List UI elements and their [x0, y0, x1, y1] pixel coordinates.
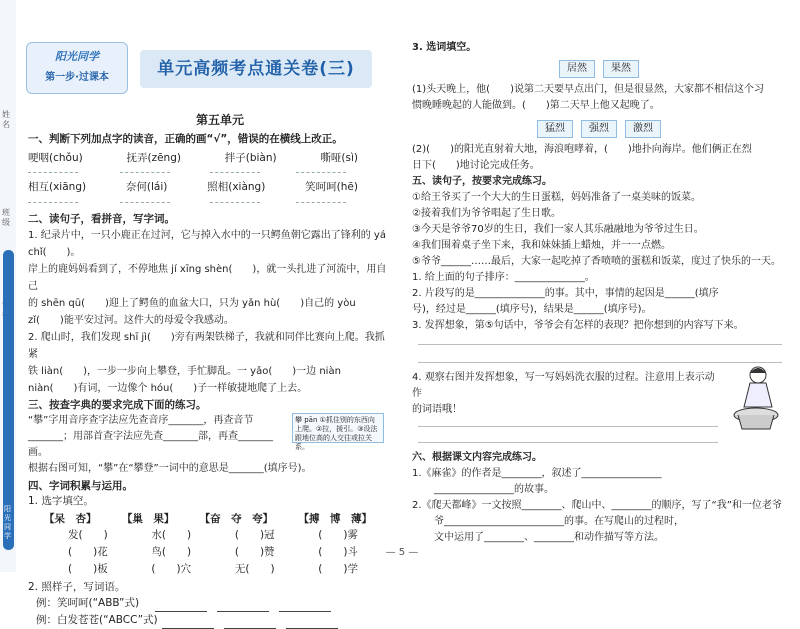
- logo-badge: [26, 42, 128, 94]
- q4-cell: ( )冠: [234, 528, 275, 541]
- q1-item: 相互(xiāng): [28, 181, 87, 194]
- r-p1b: 惯晚睡晚起的人能做到。( )第二天早上他又起晚了。: [412, 100, 660, 111]
- q4-cell: 水( ): [151, 528, 192, 541]
- q5-title: 五、读句子，按要求完成练习。: [412, 176, 552, 187]
- q1-item: 照相(xiàng): [207, 181, 266, 194]
- q2-line: niàn( )有词，一边像个 hóu( )子一样敏捷地爬了上去。: [28, 382, 308, 394]
- q6-title: 六、根据课文内容完成练习。: [412, 452, 542, 463]
- q6-s2a: 2.《爬天都峰》一文按照________、爬山中、________的顺序，写了“我”和一位老爷: [412, 500, 782, 511]
- page-title: 单元高频考点通关卷(三): [140, 50, 372, 88]
- r-q3-head: 3. 选词填空。: [412, 42, 477, 53]
- q5-s4b: 的词语哦！: [412, 404, 462, 415]
- q4-cell: ( )雾: [318, 528, 358, 541]
- r-p2a: (2)( )的阳光直射着大地，海浪咆哮着，( )地扑向海岸。他们俩正在烈: [412, 144, 752, 155]
- q1-item: 抚弄(zēng): [126, 152, 181, 165]
- q1-item: 奈何(lái): [125, 181, 168, 194]
- q1-item: 笑呵呵(hē): [305, 181, 358, 194]
- q4-group: 【巢 果】: [121, 512, 175, 525]
- word-option: 居然: [559, 60, 595, 78]
- q2-line: 的 shēn qū( )迎上了鳄鱼的血盆大口，只为 yǎn hù( )自己的 yòu: [28, 297, 356, 309]
- q4-group: 【呆 杏】: [44, 512, 97, 525]
- q4-sub2: 2. 照样子，写词语。: [28, 580, 126, 593]
- q4-row: [28, 544, 388, 561]
- q4-row: [28, 527, 388, 544]
- q4-ex2-text: 例：白发苍苍(“ABCC”式): [36, 613, 158, 626]
- q3-line: “攀”字用音序查字法应先查音序_______，再查音节: [28, 415, 254, 427]
- q2-line: 岸上的鹿妈妈看到了，不停地焦 jí xīng shèn( )，就一头扎进了河流中，用自己: [28, 263, 387, 292]
- r-p2b: 日下( )地讨论完成任务。: [412, 160, 540, 171]
- q2-line: 2. 爬山时，我们发现 shī jì( )旁有两架铁梯子，我就和同伴比赛向上爬。我抓紧: [28, 331, 385, 360]
- logo-text: 阳光同学: [55, 50, 99, 63]
- q2-title: 二、读句子，看拼音，写字词。: [28, 212, 175, 225]
- q3-title: 三、按查字典的要求完成下面的练习。: [28, 398, 207, 411]
- q4-sub1: 1. 选字填空。: [28, 495, 94, 508]
- word-option: 激烈: [625, 120, 661, 138]
- q2-body: [28, 227, 388, 397]
- q5-item: ①给王爷买了一个大大的生日蛋糕，妈妈准备了一桌美味的饭菜。: [412, 192, 701, 203]
- q6-s1b: ________________的故事。: [434, 484, 554, 495]
- q1-row-2: [28, 180, 388, 195]
- word-box-1: [412, 60, 786, 78]
- q4-title: 四、字词积累与运用。: [28, 480, 133, 493]
- q2-line: 1. 纪录片中，一只小鹿正在过河，它与掉入水中的一只鳄鱼朝它露出了锋利的 yá chǐ( )。: [28, 229, 386, 258]
- q1-item: 哽咽(chǒu): [28, 152, 83, 165]
- q5-s2a: 2. 片段写的是______________的事。其中，事情的起因是______(填序: [412, 288, 719, 299]
- q4-cell: 无( ): [234, 562, 275, 575]
- q4-row: [28, 561, 388, 578]
- q1-title: 一、判断下列加点字的读音，正确的画“√”，错误的在横线上改正。: [28, 133, 343, 145]
- q6-s2b: 爷________________________的事。在写爬山的过程时，: [434, 516, 684, 527]
- q4-cell: ( )学: [318, 562, 358, 575]
- q2-line: zǐ( )能平安过河。这件大的母爱令我感动。: [28, 314, 234, 326]
- q2-line: 铁 liàn( )，一步一步向上攀登，手忙脚乱。一 yǎo( )一边 niàn: [28, 365, 341, 377]
- q6-s2c: 文中运用了________、________和动作描写等方法。: [434, 532, 664, 543]
- q6-s1a: 1.《麻雀》的作者是________，叙述了________________: [412, 468, 662, 479]
- q5-item: ②接着我们为爷爷唱起了生日歌。: [412, 208, 561, 219]
- washing-clothes-illustration: [728, 363, 784, 433]
- side-strip: [0, 0, 16, 572]
- dictionary-entry-box: 攀 pān ①抓住别的东西向上爬。②拉，援引。③设法跟地位高的人交往或拉关系。: [292, 413, 384, 443]
- q5-item: ④我们围着桌子坐下来，我和妹妹插上蜡烛，并一一点燃。: [412, 240, 671, 251]
- name-label: 姓名: [2, 110, 10, 129]
- q1-answer-lines: [28, 166, 388, 180]
- word-option: 猛烈: [537, 120, 573, 138]
- q1-row-1: [28, 151, 388, 166]
- q4-cell: 发( ): [68, 528, 108, 541]
- q4-cell: 鸟( ): [151, 545, 192, 558]
- q4-cell: ( )穴: [151, 562, 192, 575]
- q1-item: 嘶哑(sì): [320, 152, 358, 165]
- q5-item: ⑤爷爷______……最后，大家一起吃掉了香喷喷的蛋糕和饭菜，度过了快乐的一天。: [412, 256, 781, 267]
- q3-line: 根据右图可知，“攀”在“攀登”一词中的意思是_______(填序号)。: [28, 463, 312, 475]
- q4-cell: ( )斗: [318, 545, 358, 558]
- q4-ex1-text: 例：笑呵呵(“ABB”式): [36, 596, 140, 609]
- q4-ex2: [28, 612, 388, 629]
- class-label: 班级: [2, 208, 10, 227]
- q4-groups: [28, 512, 388, 527]
- page-number: — 5 —: [385, 547, 419, 558]
- q4-cell: ( )花: [68, 545, 108, 558]
- q4-group: 【搏 博 薄】: [298, 512, 372, 525]
- q5-item: ③今天是爷爷70岁的生日，我们一家人其乐融融地为爷爷过生日。: [412, 224, 704, 235]
- q4-cell: ( )板: [68, 562, 108, 575]
- q5-s1: 1. 给上面的句子排序：______________。: [412, 272, 595, 283]
- q4-ex1: [28, 595, 388, 612]
- r-p1a: (1)头天晚上，他( )说第二天要早点出门，但是很显然，大家都不相信这个习: [412, 84, 764, 95]
- q4-cell: ( )赞: [234, 545, 275, 558]
- word-option: 强烈: [581, 120, 617, 138]
- step-label: 第一步·过课本: [45, 71, 109, 83]
- q3-line: _______；用部首查字法应先查_______部，再查_______画。: [28, 431, 273, 459]
- side-brand: 阳光同学: [4, 505, 11, 540]
- q1-answer-lines: [28, 196, 388, 210]
- q1-item: 拌子(biàn): [224, 152, 277, 165]
- q5-s4a: 4. 观察右图并发挥想象，写一写妈妈洗衣服的过程。注意用上表示动作: [412, 372, 715, 399]
- q4-group: 【奋 夺 夸】: [199, 512, 274, 525]
- unit-title: 第五单元: [195, 113, 244, 127]
- q5-s3: 3. 发挥想象，第⑤句话中，爷爷会有怎样的表现？把你想到的内容写下来。: [412, 320, 744, 331]
- word-option: 果然: [603, 60, 639, 78]
- word-box-2: [412, 120, 786, 138]
- q5-s2b: 号)，经过是______(填序号)，结果是______(填序号)。: [412, 304, 652, 315]
